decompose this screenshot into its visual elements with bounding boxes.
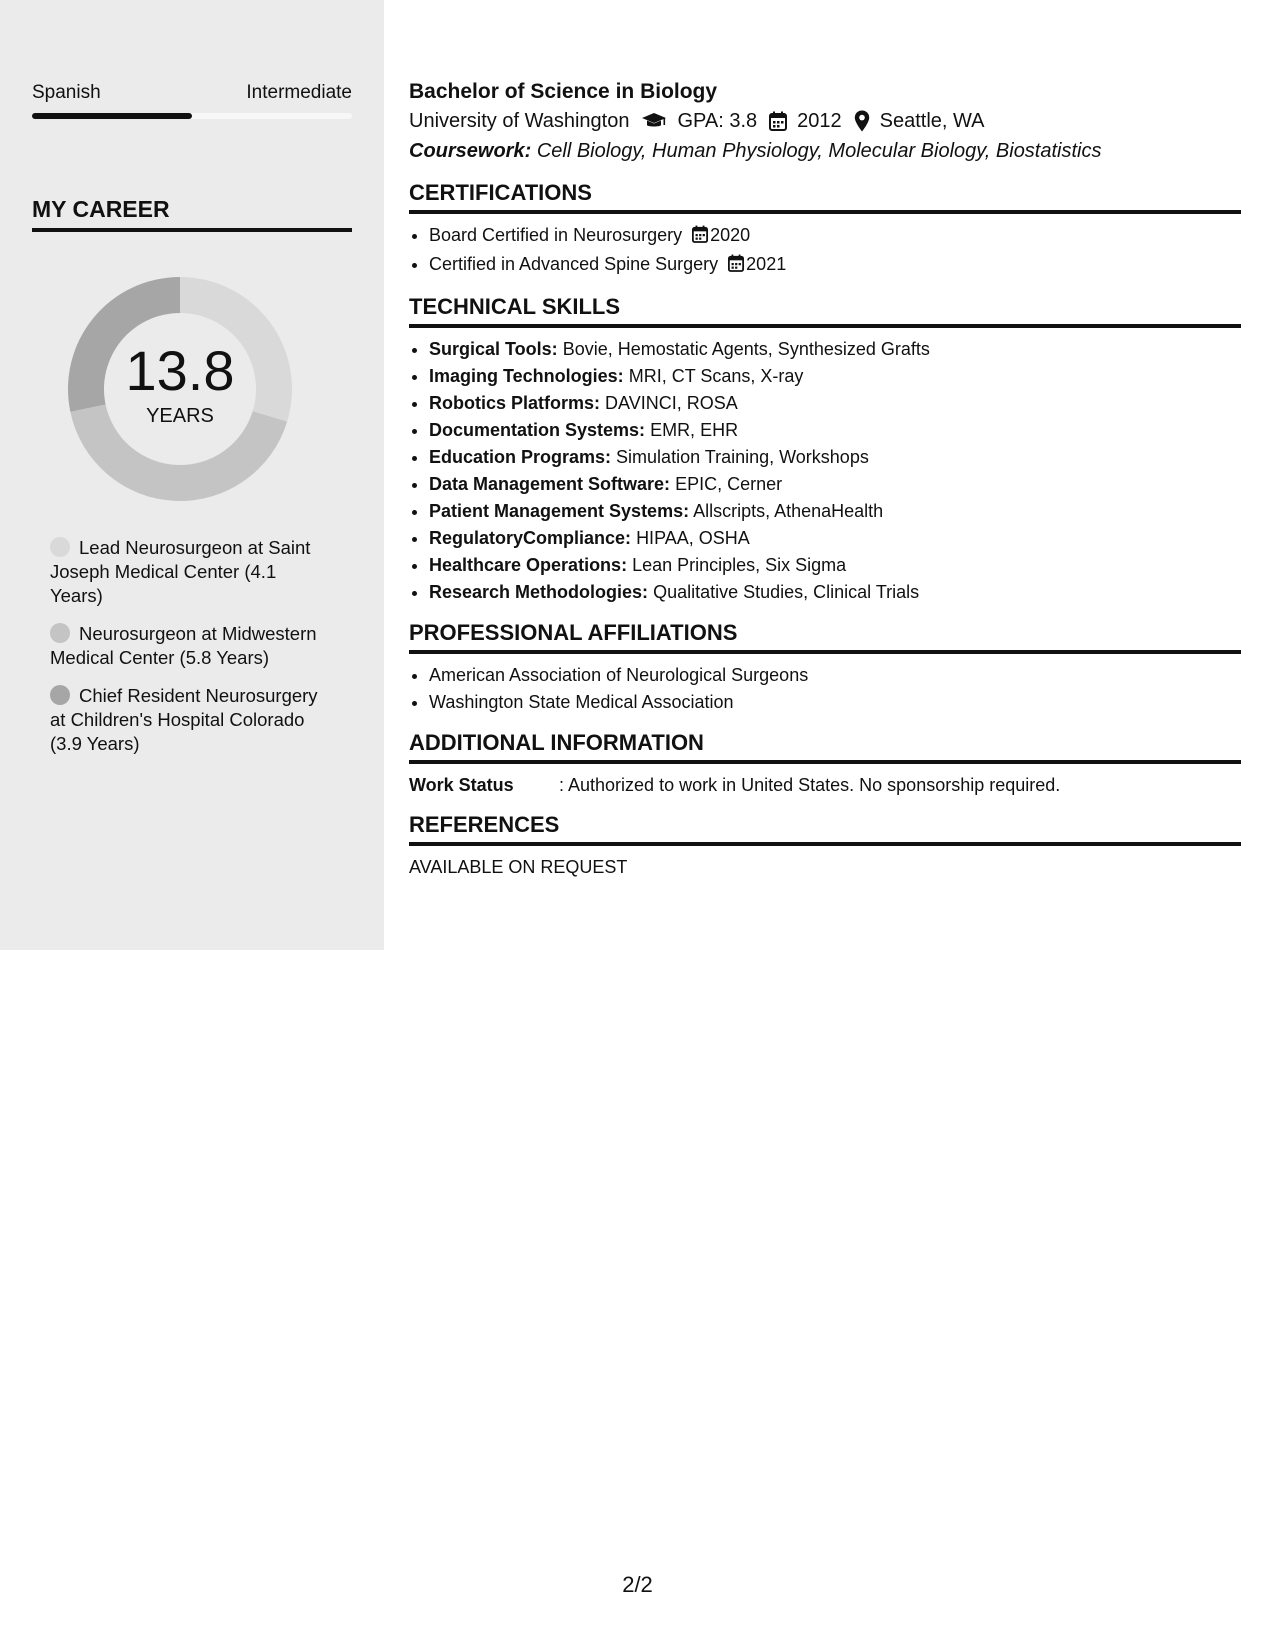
career-donut-center bbox=[66, 275, 294, 503]
career-legend-item bbox=[50, 622, 332, 670]
list-item bbox=[429, 471, 1241, 498]
skill-label: Surgical Tools: bbox=[429, 339, 558, 359]
career-section-title: MY CAREER bbox=[32, 196, 352, 232]
certification-name: Board Certified in Neurosurgery bbox=[429, 225, 683, 245]
graduation-year: 2012 bbox=[797, 110, 842, 132]
references-text: AVAILABLE ON REQUEST bbox=[409, 857, 628, 877]
language-proficiency-bar bbox=[32, 113, 352, 119]
skill-value: DAVINCI, ROSA bbox=[605, 393, 738, 413]
skill-label: Education Programs: bbox=[429, 447, 612, 467]
coursework-list: Cell Biology, Human Physiology, Molecular Biology, Biostatistics bbox=[536, 140, 1102, 162]
career-legend-item bbox=[50, 684, 332, 756]
skill-value: Lean Principles, Six Sigma bbox=[632, 555, 847, 575]
certifications-title: CERTIFICATIONS bbox=[409, 180, 1241, 214]
work-status-row bbox=[409, 772, 1241, 798]
certification-year: 2021 bbox=[746, 254, 787, 274]
degree-title: Bachelor of Science in Biology bbox=[409, 80, 718, 103]
legend-dot bbox=[50, 685, 70, 705]
skill-value: MRI, CT Scans, X-ray bbox=[628, 366, 804, 386]
list-item bbox=[429, 363, 1241, 390]
skill-label: Robotics Platforms: bbox=[429, 393, 601, 413]
language-level: Intermediate bbox=[246, 82, 352, 103]
certifications-list bbox=[409, 222, 1241, 280]
additional-info-section bbox=[409, 730, 1241, 798]
list-item bbox=[429, 251, 1241, 280]
page-number: 2/2 bbox=[622, 1572, 653, 1597]
career-legend-label: Chief Resident Neurosurgery at Children's Hospital Colorado (3.9 Years) bbox=[50, 685, 318, 754]
skill-label: RegulatoryCompliance: bbox=[429, 528, 632, 548]
skills-section bbox=[409, 294, 1241, 606]
work-status-value: : Authorized to work in United States. No sponsorship required. bbox=[559, 775, 1061, 795]
legend-dot bbox=[50, 623, 70, 643]
skill-value: Bovie, Hemostatic Agents, Synthesized Grafts bbox=[562, 339, 930, 359]
work-status-label: Work Status bbox=[409, 775, 514, 795]
skill-value: Qualitative Studies, Clinical Trials bbox=[653, 582, 920, 602]
additional-info-title: ADDITIONAL INFORMATION bbox=[409, 730, 1241, 764]
career-legend-item bbox=[50, 536, 332, 608]
affiliations-list bbox=[409, 662, 1241, 716]
certification-year: 2020 bbox=[710, 225, 751, 245]
career-legend-label: Lead Neurosurgeon at Saint Joseph Medical Center (4.1 Years) bbox=[50, 537, 311, 606]
language-row bbox=[32, 82, 352, 104]
skills-list bbox=[409, 336, 1241, 606]
affiliations-section bbox=[409, 620, 1241, 716]
skill-label: Data Management Software: bbox=[429, 474, 671, 494]
list-item bbox=[429, 390, 1241, 417]
legend-dot bbox=[50, 537, 70, 557]
list-item bbox=[429, 498, 1241, 525]
language-name: Spanish bbox=[32, 82, 101, 103]
list-item bbox=[429, 336, 1241, 363]
skills-title: TECHNICAL SKILLS bbox=[409, 294, 1241, 328]
list-item bbox=[429, 444, 1241, 471]
graduation-cap-icon bbox=[641, 112, 667, 130]
certification-name: Certified in Advanced Spine Surgery bbox=[429, 254, 719, 274]
career-total-label: YEARS bbox=[146, 404, 214, 427]
skill-value: EMR, EHR bbox=[650, 420, 739, 440]
calendar-icon bbox=[728, 253, 744, 280]
location-pin-icon bbox=[854, 110, 870, 132]
education-details bbox=[409, 106, 1241, 136]
certifications-section bbox=[409, 180, 1241, 280]
list-item bbox=[429, 552, 1241, 579]
skill-label: Patient Management Systems: bbox=[429, 501, 690, 521]
skill-value: Simulation Training, Workshops bbox=[616, 447, 869, 467]
skill-value: Allscripts, AthenaHealth bbox=[693, 501, 884, 521]
skill-label: Research Methodologies: bbox=[429, 582, 649, 602]
references-section bbox=[409, 812, 1241, 880]
calendar-icon bbox=[692, 224, 708, 251]
calendar-icon bbox=[769, 111, 787, 131]
coursework-label: Coursework: bbox=[409, 140, 532, 162]
skill-value: HIPAA, OSHA bbox=[636, 528, 750, 548]
education-section bbox=[409, 78, 1241, 166]
career-total-years: 13.8 bbox=[125, 338, 235, 402]
list-item bbox=[429, 579, 1241, 606]
gpa: GPA: 3.8 bbox=[677, 110, 758, 132]
list-item: • Washington State Medical Association bbox=[429, 689, 1241, 716]
affiliations-title: PROFESSIONAL AFFILIATIONS bbox=[409, 620, 1241, 654]
skill-label: Imaging Technologies: bbox=[429, 366, 624, 386]
skill-value: EPIC, Cerner bbox=[675, 474, 783, 494]
list-item: • American Association of Neurological Surgeons bbox=[429, 662, 1241, 689]
career-legend bbox=[50, 536, 332, 770]
school-location: Seattle, WA bbox=[879, 110, 985, 132]
list-item bbox=[429, 525, 1241, 552]
school-name: University of Washington bbox=[409, 110, 630, 132]
references-title: REFERENCES bbox=[409, 812, 1241, 846]
coursework bbox=[409, 136, 1241, 166]
language-proficiency-fill bbox=[32, 113, 192, 119]
career-legend-label: Neurosurgeon at Midwestern Medical Center (5.8 Years) bbox=[50, 623, 317, 668]
list-item bbox=[429, 417, 1241, 444]
list-item bbox=[429, 222, 1241, 251]
skill-label: Documentation Systems: bbox=[429, 420, 646, 440]
skill-label: Healthcare Operations: bbox=[429, 555, 628, 575]
main-content bbox=[409, 78, 1241, 880]
sidebar bbox=[0, 0, 384, 950]
